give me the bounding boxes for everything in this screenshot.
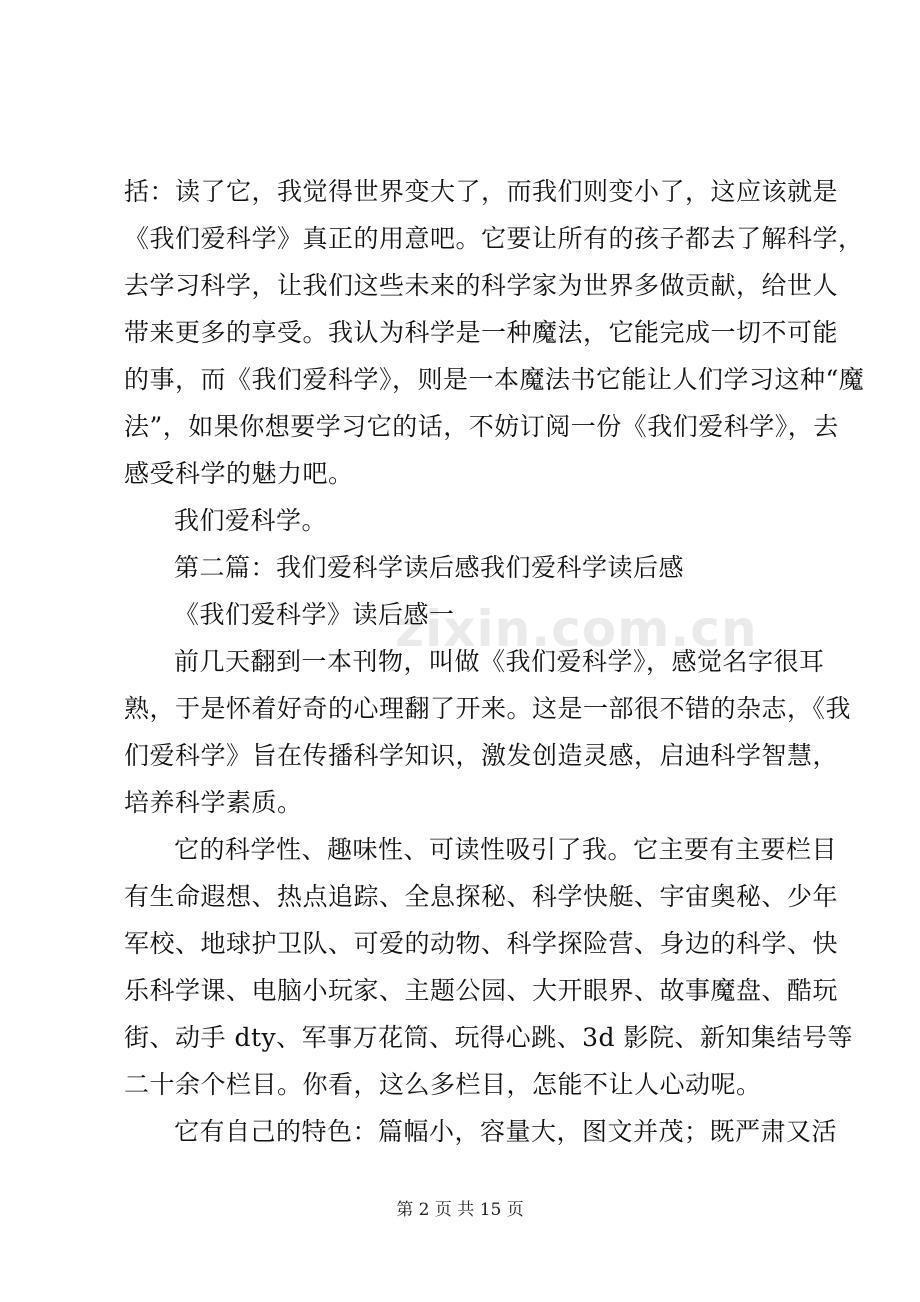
text-line: 二十余个栏目。你看，这么多栏目，怎能不让人心动呢。 xyxy=(124,1070,762,1099)
section-heading: 第二篇：我们爱科学读后感我们爱科学读后感 xyxy=(174,553,685,582)
text-line: 熟，于是怀着好奇的心理翻了开来。这是一部很不错的杂志，《我 xyxy=(124,694,852,723)
text-line: 前几天翻到一本刊物，叫做《我们爱科学》，感觉名字很耳 xyxy=(174,647,825,676)
watermark: zixin.com.cn xyxy=(395,600,758,658)
text-line: 感受科学的魅力吧。 xyxy=(124,459,354,488)
text-line: 街、动手 dty、军事万花筒、玩得心跳、3d 影院、新知集结号等 xyxy=(124,1023,853,1052)
text-line: 军校、地球护卫队、可爱的动物、科学探险营、身边的科学、快 xyxy=(124,929,839,958)
subheading: 《我们爱科学》读后感一 xyxy=(174,600,455,629)
text-line: 带来更多的享受。我认为科学是一种魔法，它能完成一切不可能 xyxy=(124,318,839,347)
text-line: 们爱科学》旨在传播科学知识，激发创造灵感，启迪科学智慧， xyxy=(124,741,839,770)
page-number-footer: 第 2 页 共 15 页 xyxy=(396,1200,524,1220)
text-line: 乐科学课、电脑小玩家、主题公园、大开眼界、故事魔盘、酷玩 xyxy=(124,976,839,1005)
text-line: 它的科学性、趣味性、可读性吸引了我。它主要有主要栏目 xyxy=(174,835,838,864)
text-line: 括：读了它，我觉得世界变大了，而我们则变小了，这应该就是 xyxy=(124,177,839,206)
text-line: 法”，如果你想要学习它的话，不妨订阅一份《我们爱科学》，去 xyxy=(124,412,839,441)
text-line: 它有自己的特色：篇幅小，容量大，图文并茂；既严肃又活 xyxy=(174,1117,838,1146)
text-line: 去学习科学，让我们这些未来的科学家为世界多做贡献，给世人 xyxy=(124,271,839,300)
text-line: 《我们爱科学》真正的用意吧。它要让所有的孩子都去了解科学， xyxy=(124,224,864,253)
text-line: 的事，而《我们爱科学》，则是一本魔法书它能让人们学习这种“魔 xyxy=(124,365,865,394)
text-line: 我们爱科学。 xyxy=(174,506,328,535)
text-line: 有生命遐想、热点追踪、全息探秘、科学快艇、宇宙奥秘、少年 xyxy=(124,882,839,911)
text-line: 培养科学素质。 xyxy=(124,788,303,817)
